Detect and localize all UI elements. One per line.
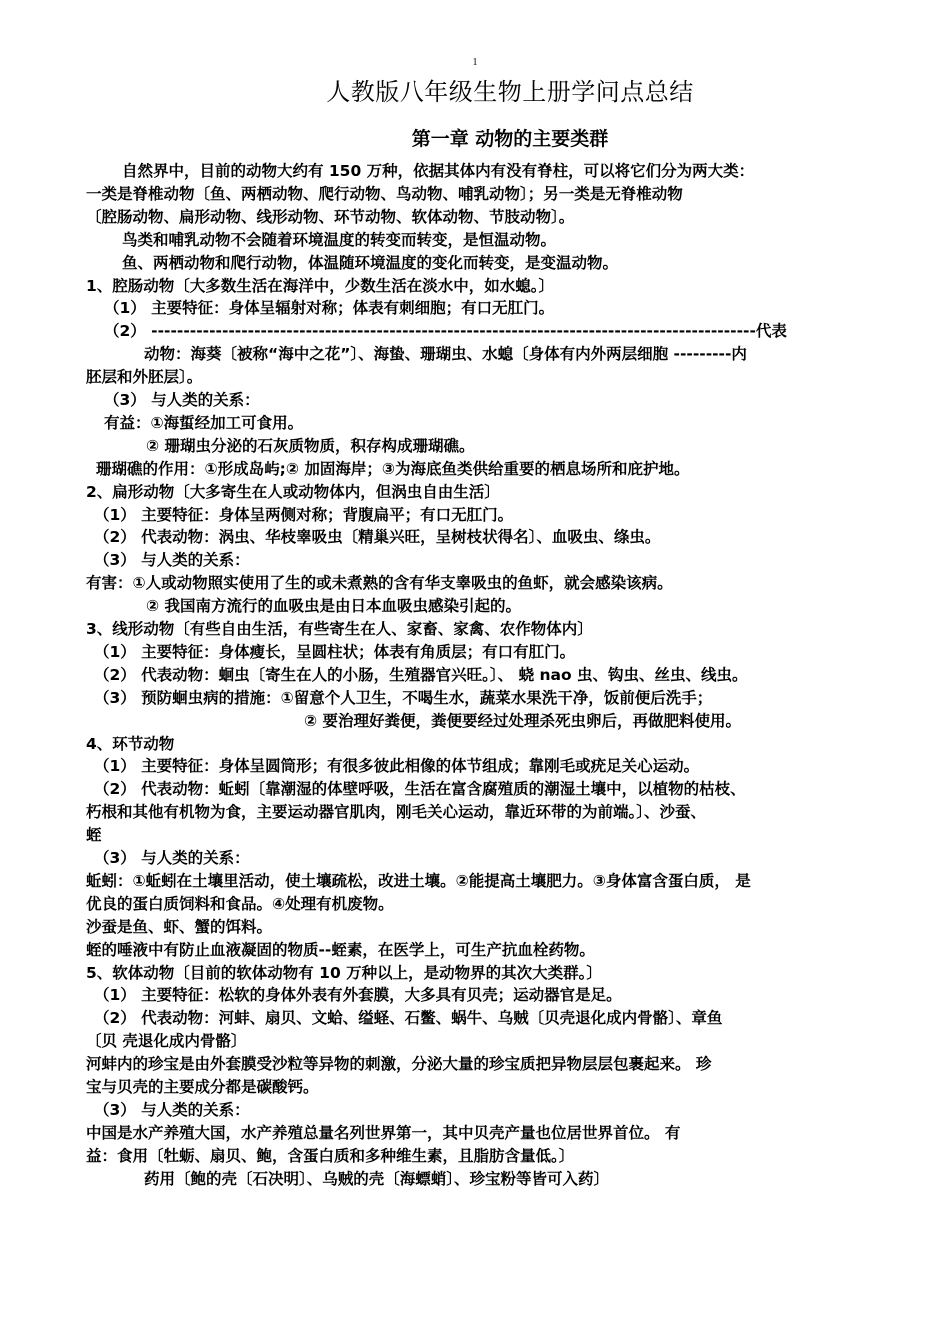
text-line: 沙蚕是鱼、虾、蟹的饵料。	[86, 917, 273, 936]
text-line: （1） 主要特征：身体呈辐射对称；体表有刺细胞；有口无肛门。	[104, 299, 555, 318]
text-line: 河蚌内的珍宝是由外套膜受沙粒等异物的刺激，分泌大量的珍宝质把异物层层包裹起来。 珍	[86, 1055, 712, 1074]
text-line: 有害：①人或动物照实使用了生的或未煮熟的含有华支睾吸虫的鱼虾，就会感染该病。	[86, 574, 673, 593]
text-line: 3、线形动物〔有些自由生活，有些寄生在人、家畜、家禽、农作物体内〕	[86, 620, 593, 638]
text-line: （1） 主要特征：松软的身体外表有外套膜，大多具有贝壳；运动器官是足。	[94, 986, 622, 1005]
text-line: 4、环节动物	[86, 734, 175, 753]
text-line: （3） 与人类的关系：	[104, 391, 260, 409]
text-line: （2） ----------------------------------------------------------------------------------------------代表	[104, 322, 787, 341]
text-line: 〔贝 壳退化成内骨骼〕	[86, 1032, 247, 1051]
text-line: （3） 与人类的关系：	[94, 551, 250, 570]
text-line: 有益：①海蜇经加工可食用。	[104, 413, 304, 432]
text-line: 益：食用〔牡蛎、扇贝、鲍，含蛋白质和多种维生素，且脂肪含量低。〕	[86, 1146, 575, 1165]
page-number: 1	[472, 57, 478, 68]
text-line: （1） 主要特征：身体瘦长，呈圆柱状；体表有角质层；有口有肛门。	[94, 642, 576, 661]
text-line: 5、软体动物〔目前的软体动物有 10 万种以上，是动物界的其次大类群。〕	[86, 963, 602, 982]
text-line: 〔腔肠动物、扁形动物、线形动物、环节动物、软体动物、节肢动物〕。	[86, 207, 575, 226]
text-line: 鸟类和哺乳动物不会随着环境温度的转变而转变，是恒温动物。	[122, 230, 557, 249]
text-line: 2、扁形动物〔大多寄生在人或动物体内，但涡虫自由生活〕	[86, 482, 500, 501]
text-line: （2） 代表动物：涡虫、华枝睾吸虫〔精巢兴旺，呈树枝状得名〕、血吸虫、绦虫。	[94, 528, 661, 547]
text-line: 一类是脊椎动物〔鱼、两栖动物、爬行动物、鸟动物、哺乳动物〕；另一类是无脊椎动物	[86, 184, 683, 203]
text-line: 药用〔鲍的壳〔石决明〕、乌贼的壳〔海螵蛸〕、珍宝粉等皆可入药〕	[144, 1169, 610, 1188]
text-line: （1） 主要特征：身体呈两侧对称；背腹扁平；有口无肛门。	[94, 505, 514, 524]
text-line: 蛭的唾液中有防止血液凝固的物质--蛭素，在医学上，可生产抗血栓药物。	[86, 940, 595, 959]
text-line: ② 要治理好粪便，粪便要经过处理杀死虫卵后，再做肥料使用。	[304, 711, 742, 730]
text-line: 鱼、两栖动物和爬行动物，体温随环境温度的变化而转变，是变温动物。	[122, 253, 619, 272]
text-line: （3） 预防蛔虫病的措施：①留意个人卫生，不喝生水，蔬菜水果洗干净，饭前便后洗手；	[94, 688, 713, 707]
text-line: （3） 与人类的关系：	[94, 1100, 250, 1119]
text-line: ② 我国南方流行的血吸虫是由日本血吸虫感染引起的。	[146, 597, 522, 616]
document-title: 人教版八年级生物上册学问点总结	[326, 78, 694, 106]
text-line: ② 珊瑚虫分泌的石灰质物质，积存构成珊瑚礁。	[146, 436, 475, 455]
text-line: 蚯蚓：①蚯蚓在土壤里活动，使土壤疏松，改进土壤。②能提高土壤肥力。③身体富含蛋白质， 是	[86, 871, 751, 890]
text-line: 朽根和其他有机物为食，主要运动器官肌肉，刚毛关心运动，靠近环带的为前端。〕、沙蚕、	[86, 803, 707, 822]
text-line: （3） 与人类的关系：	[94, 849, 250, 867]
text-line: （1） 主要特征：身体呈圆筒形；有很多彼此相像的体节组成；靠刚毛或疣足关心运动。	[94, 757, 700, 776]
text-line: 自然界中，目前的动物大约有 150 万种，依据其体内有没有脊柱，可以将它们分为两大类：	[122, 162, 755, 180]
text-line: 胚层和外胚层〕。	[86, 368, 203, 387]
text-line: 蛭	[86, 826, 102, 845]
text-line: （2） 代表动物：河蚌、扇贝、文蛤、缢蛏、石鳖、蜗牛、乌贼〔贝壳退化成内骨骼〕、章鱼	[94, 1009, 723, 1028]
text-line: 珊瑚礁的作用：①形成岛屿;② 加固海岸；③为海底鱼类供给重要的栖息场所和庇护地。	[96, 459, 690, 478]
text-line: 动物：海葵〔被称“海中之花”〕、海蛰、珊瑚虫、水螅〔身体有内外两层细胞 ---------内	[144, 345, 747, 364]
text-line: 优良的蛋白质饲料和食品。④处理有机废物。	[86, 894, 394, 913]
text-line: （2） 代表动物：蚯蚓〔靠潮湿的体壁呼吸，生活在富含腐殖质的潮湿土壤中，以植物的枯枝、	[94, 780, 746, 799]
chapter-heading: 第一章 动物的主要类群	[411, 128, 609, 150]
text-line: 中国是水产养殖大国，水产养殖总量名列世界第一，其中贝壳产量也位居世界首位。 有	[86, 1123, 681, 1142]
text-line: 1、腔肠动物〔大多数生活在海洋中，少数生活在淡水中，如水螅。〕	[86, 276, 555, 295]
text-line: （2） 代表动物：蛔虫〔寄生在人的小肠，生殖器官兴旺。〕、 蛲 nao 虫、钩虫、丝虫、线虫。	[94, 665, 748, 684]
text-line: 宝与贝壳的主要成分都是碳酸钙。	[86, 1078, 319, 1096]
